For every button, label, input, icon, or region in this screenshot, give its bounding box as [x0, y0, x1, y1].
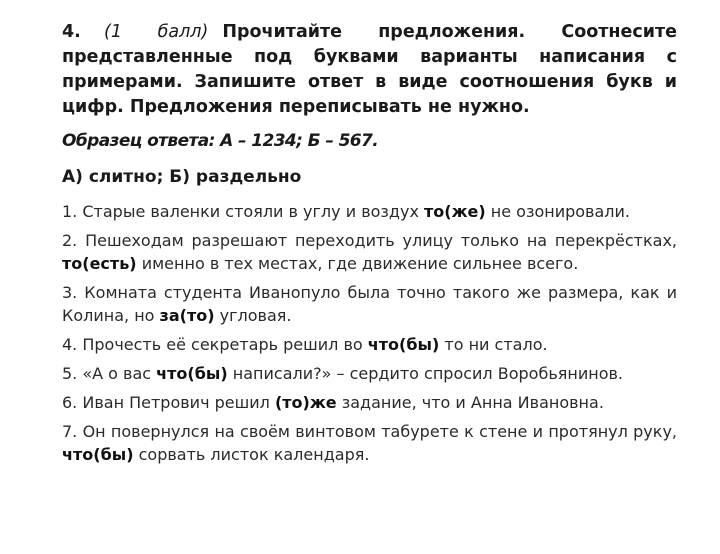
sentence-number: 6.	[62, 393, 78, 412]
sentence-text: не озонировали.	[485, 202, 630, 221]
sentence-7	[62, 420, 677, 466]
sentence-number: 5.	[62, 364, 78, 383]
sentence-2	[62, 229, 677, 275]
highlighted-word: что(бы)	[156, 364, 228, 383]
sentence-text: угловая.	[214, 306, 292, 325]
sentence-text: именно в тех местах, где движение сильнее всего.	[136, 254, 579, 273]
sentence-text: сорвать листок календаря.	[133, 445, 370, 464]
highlighted-word: то(есть)	[62, 254, 137, 273]
task-number: 4.	[62, 22, 81, 42]
sentence-4	[62, 333, 677, 356]
sentence-3	[62, 281, 677, 327]
sentence-text: Иван Петрович решил	[82, 393, 275, 412]
highlighted-word: за(то)	[159, 306, 215, 325]
sentence-list	[62, 200, 677, 472]
sentence-text: то ни стало.	[439, 335, 548, 354]
sentence-text: Старые валенки стояли в углу и воздух	[82, 202, 424, 221]
highlighted-word: (то)же	[274, 393, 337, 412]
task-instruction	[62, 20, 677, 120]
task-text: Прочитайте предложения. Соотнесите представленные под буквами варианты написания с примерами. Запишите ответ в виде соотношения букв и цифр. Предложения переписывать не нужно.	[62, 22, 677, 117]
sentence-number: 7.	[62, 422, 78, 441]
highlighted-word: что(бы)	[62, 445, 134, 464]
sentence-text: Он повернулся на своём винтовом табурете к стене и протянул руку,	[82, 422, 677, 441]
sentence-number: 2.	[62, 231, 78, 250]
sentence-6	[62, 391, 677, 414]
answer-sample: Образец ответа: А – 1234; Б – 567.	[62, 131, 379, 151]
sentence-text: задание, что и Анна Ивановна.	[336, 393, 604, 412]
answer-options: А) слитно; Б) раздельно	[62, 167, 302, 187]
sentence-text: Пешеходам разрешают переходить улицу только на перекрёстках,	[85, 231, 677, 250]
sentence-1	[62, 200, 677, 223]
highlighted-word: то(же)	[424, 202, 486, 221]
task-points: (1 балл)	[104, 22, 209, 42]
sentence-text: «А о вас	[82, 364, 157, 383]
sentence-number: 3.	[62, 283, 78, 302]
sentence-text: написали?» – сердито спросил Воробьянинов.	[227, 364, 623, 383]
sentence-5	[62, 362, 677, 385]
sentence-number: 4.	[62, 335, 78, 354]
highlighted-word: что(бы)	[367, 335, 440, 354]
sentence-text: Комната студента Иванопуло была точно такого же размера, как и Колина, но	[62, 283, 677, 325]
sentence-number: 1.	[62, 202, 78, 221]
sentence-text: Прочесть её секретарь решил во	[82, 335, 368, 354]
